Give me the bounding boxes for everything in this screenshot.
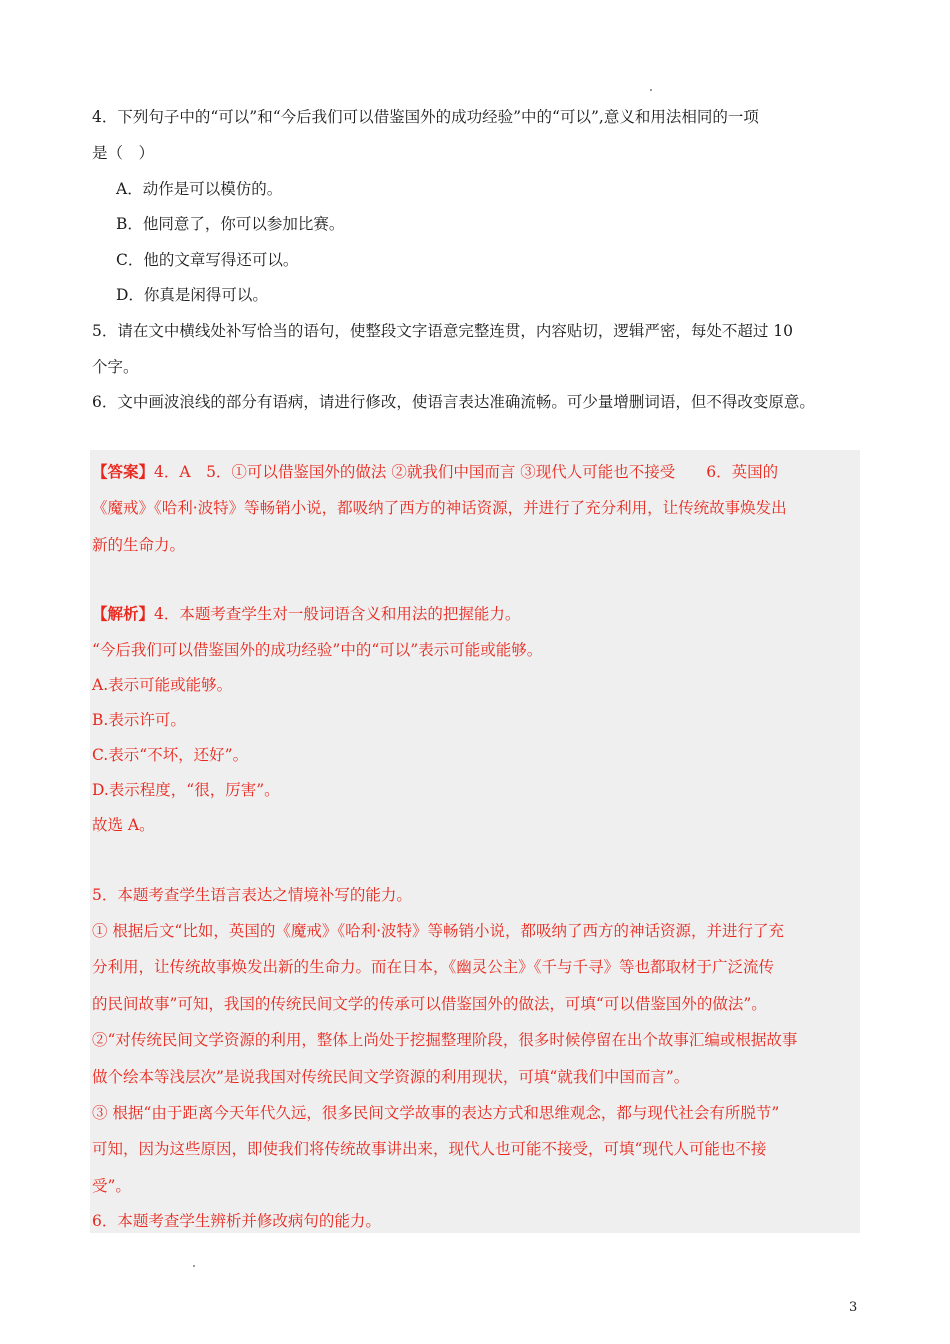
question-6-line: 6．文中画波浪线的部分有语病，请进行修改，使语言表达准确流畅。可少量增删词语，但不得改变原意。: [92, 393, 815, 411]
analysis-label: 【解析】: [92, 604, 155, 623]
question-5-line-1: 5．请在文中横线处补写恰当的语句，使整段文字语意完整连贯，内容贴切，逻辑严密，每处不超过 10: [92, 322, 794, 340]
answer-line-3: 新的生命力。: [92, 536, 186, 554]
analysis-q5-line: ③ 根据“由于距离今天年代久远，很多民间文学故事的表达方式和思维观念，都与现代社会有所脱节”: [92, 1104, 780, 1122]
question-4-option-b: B．他同意了，你可以参加比赛。: [116, 215, 345, 233]
analysis-q4-line: “今后我们可以借鉴国外的成功经验”中的“可以”表示可能或能够。: [92, 641, 543, 659]
analysis-q5-line: 分利用，让传统故事焕发出新的生命力。而在日本，《幽灵公主》《千与千寻》等也都取材于广泛流传: [92, 958, 775, 976]
page-number: 3: [849, 1300, 858, 1315]
analysis-q5-line: 受”。: [92, 1177, 131, 1195]
question-4-option-a: A．动作是可以模仿的。: [116, 180, 283, 198]
analysis-q5-line: ②“对传统民间文学资源的利用，整体上尚处于挖掘整理阶段，很多时候停留在出个故事汇编或根据故事: [92, 1031, 798, 1049]
answer-label: 【答案】: [92, 462, 155, 481]
analysis-q5-line: 做个绘本等浅层次”是说我国对传统民间文学资源的利用现状，可填“就我们中国而言”。: [92, 1068, 690, 1086]
question-4-option-d: D．你真是闲得可以。: [116, 286, 268, 304]
question-5-line-2: 个字。: [92, 358, 139, 376]
question-4-line-1: 4．下列句子中的“可以”和“今后我们可以借鉴国外的成功经验”中的“可以”,意义和用法相同的一项: [92, 108, 759, 126]
analysis-q6-line: 6．本题考查学生辨析并修改病句的能力。: [92, 1212, 381, 1230]
answer-line-1: [92, 461, 778, 483]
analysis-q4-intro: [92, 603, 520, 625]
decorative-dot: [650, 89, 652, 91]
analysis-q5-line: 的民间故事”可知，我国的传统民间文学的传承可以借鉴国外的做法，可填“可以借鉴国外的做法”。: [92, 995, 767, 1013]
analysis-q4-line: 故选 A。: [92, 816, 155, 834]
question-4-line-2: 是（ ）: [92, 144, 155, 162]
answer-line-2: 《魔戒》《哈利·波特》等畅销小说，都吸纳了西方的神话资源，并进行了充分利用，让传统故事焕发出: [92, 499, 787, 517]
analysis-q5-line: 5．本题考查学生语言表达之情境补写的能力。: [92, 886, 412, 904]
analysis-q4-line: C.表示“不坏，还好”。: [92, 746, 249, 764]
analysis-q5-line: 可知，因为这些原因，即使我们将传统故事讲出来，现代人也可能不接受，可填“现代人可能也不接: [92, 1140, 767, 1158]
analysis-q5-line: ① 根据后文“比如，英国的《魔戒》《哈利·波特》等畅销小说，都吸纳了西方的神话资源，并进行了充: [92, 922, 785, 940]
decorative-dot: [193, 1265, 195, 1267]
analysis-q4-line: D.表示程度，“很，厉害”。: [92, 781, 280, 799]
analysis-q4-line: A.表示可能或能够。: [92, 676, 233, 694]
answer-text-1: 4．A 5．①可以借鉴国外的做法 ②就我们中国而言 ③现代人可能也不接受 6．英国的: [154, 463, 779, 481]
analysis-q4-intro-text: 4．本题考查学生对一般词语含义和用法的把握能力。: [154, 605, 521, 623]
question-4-option-c: C．他的文章写得还可以。: [116, 251, 299, 269]
analysis-q4-line: B.表示许可。: [92, 711, 186, 729]
